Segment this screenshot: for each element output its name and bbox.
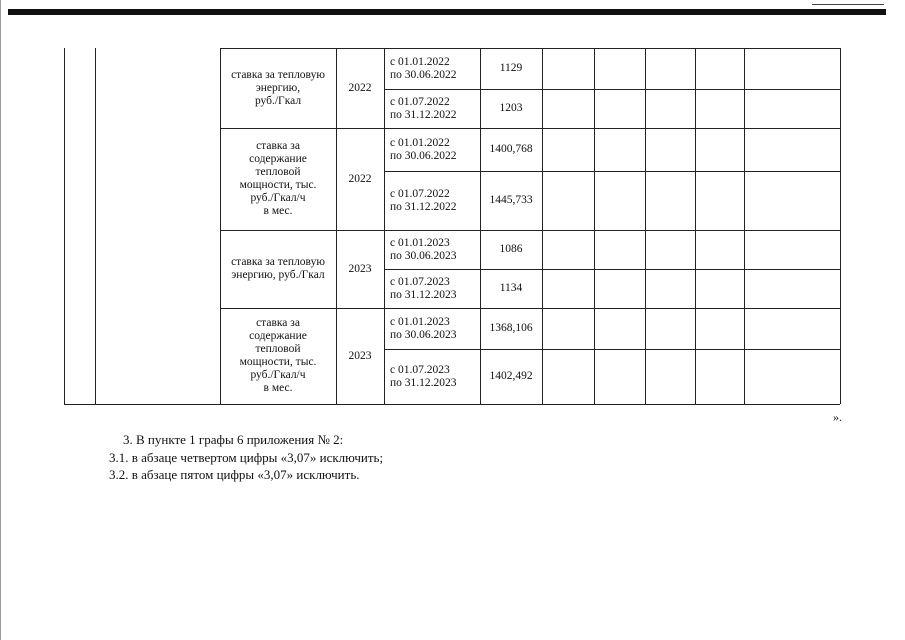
table-vline (542, 48, 543, 404)
table-vline (840, 48, 841, 404)
table-vline (645, 48, 646, 404)
period-text: с 01.01.2023 по 30.06.2023 (390, 315, 457, 341)
rate-value: 1129 (499, 62, 523, 74)
paragraph-3-2: 3.2. в абзаце пятом цифры «3,07» исключить. (109, 467, 360, 482)
rate-label (220, 48, 336, 128)
top-thin-line (812, 4, 884, 5)
year-cell: 2022 (348, 81, 372, 94)
rate-value: 1445,733 (489, 194, 533, 206)
outer-vline (95, 48, 96, 404)
table-bottom-line (64, 404, 840, 405)
closing-quote: ». (833, 410, 842, 424)
period-cell (384, 308, 480, 349)
period-cell (384, 349, 480, 404)
period-text: с 01.01.2023 по 30.06.2023 (390, 236, 457, 262)
paragraph-3-1: 3.1. в абзаце четвертом цифры «3,07» исключить; (109, 450, 384, 465)
paragraph-3: 3. В пункте 1 графы 6 приложения № 2: (123, 432, 344, 447)
rate-label (220, 308, 336, 404)
rate-value: 1086 (499, 243, 523, 255)
table-vline (744, 48, 745, 404)
rate-value: 1402,492 (489, 370, 533, 382)
period-cell (384, 230, 480, 269)
year-cell: 2022 (348, 172, 372, 185)
table-vline (594, 48, 595, 404)
period-text: с 01.07.2023 по 31.12.2023 (390, 363, 457, 389)
period-text: с 01.01.2022 по 30.06.2022 (390, 55, 457, 81)
period-text: с 01.07.2022 по 31.12.2022 (390, 95, 457, 121)
period-cell (384, 48, 480, 89)
rate-value: 1400,768 (489, 143, 533, 155)
period-cell (384, 171, 480, 230)
table-vline (695, 48, 696, 404)
rate-label (220, 128, 336, 230)
rate-label (220, 230, 336, 308)
rate-label-text: ставка за тепловую энергию, руб./Гкал (231, 256, 325, 281)
rate-label-text: ставка за содержание тепловой мощности, тыс. руб./Гкал/ч в мес. (239, 317, 317, 394)
period-text: с 01.01.2022 по 30.06.2022 (390, 136, 457, 162)
period-cell (384, 89, 480, 128)
period-cell (384, 269, 480, 308)
rate-label-text: ставка за содержание тепловой мощности, тыс. руб./Гкал/ч в мес. (239, 140, 317, 217)
rate-label-text: ставка за тепловую энергию, руб./Гкал (231, 68, 325, 107)
period-text: с 01.07.2023 по 31.12.2023 (390, 275, 457, 301)
rate-value: 1134 (499, 282, 523, 294)
year-cell: 2023 (348, 349, 372, 362)
period-text: с 01.07.2022 по 31.12.2022 (390, 187, 457, 213)
outer-vline (64, 48, 65, 404)
rate-value: 1368,106 (489, 322, 533, 334)
rate-value: 1203 (499, 102, 523, 114)
scan-edge (0, 0, 1, 640)
year-cell: 2023 (348, 262, 372, 275)
top-border-bar (8, 9, 886, 15)
period-cell (384, 128, 480, 171)
